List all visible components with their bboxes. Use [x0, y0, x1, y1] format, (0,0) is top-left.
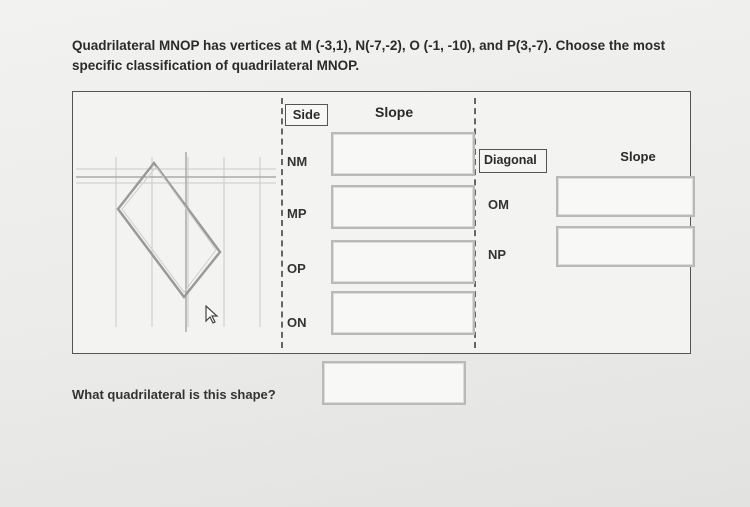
side-label-nm: NM	[287, 154, 308, 169]
coordinate-graph	[76, 97, 276, 347]
slope-input-np[interactable]	[556, 226, 695, 267]
slope-input-on[interactable]	[331, 291, 475, 335]
side-slope-table	[281, 98, 476, 348]
problem-prompt: Quadrilateral MNOP has vertices at M (-3,1), N(-7,-2), O (-1, -10), and P(3,-7). Choose the most specific classification of quadrilateral MNOP.	[72, 38, 666, 73]
mouse-pointer-icon	[204, 305, 220, 325]
slope-input-om[interactable]	[556, 176, 695, 217]
side-column-header: Side	[285, 104, 328, 126]
diagonal-label-np: NP	[488, 247, 507, 262]
slope-input-op[interactable]	[331, 240, 475, 284]
side-label-op: OP	[287, 261, 306, 276]
diagonal-label-om: OM	[488, 197, 509, 212]
slope-input-nm[interactable]	[331, 132, 475, 176]
diagonal-column-header: Diagonal	[479, 149, 547, 173]
classification-answer-input[interactable]	[322, 361, 466, 405]
diagonal-slope-column-header: Slope	[620, 149, 656, 164]
diagonal-slope-table	[479, 145, 697, 277]
classification-question: What quadrilateral is this shape?	[72, 387, 276, 402]
slope-input-mp[interactable]	[331, 185, 475, 229]
slope-column-header: Slope	[375, 104, 414, 120]
side-label-mp: MP	[287, 206, 307, 221]
side-label-on: ON	[287, 315, 307, 330]
